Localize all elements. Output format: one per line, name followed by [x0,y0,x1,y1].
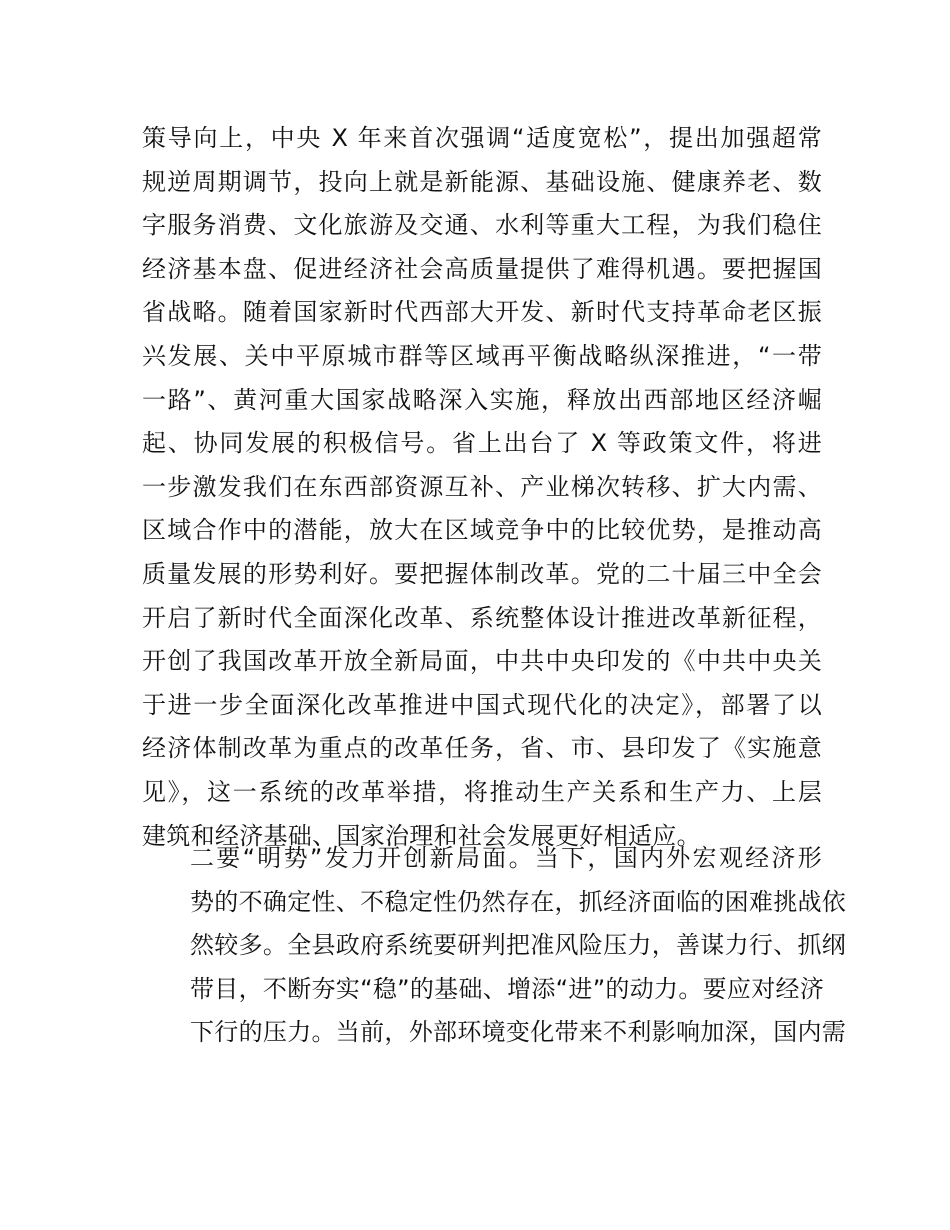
text-line: 二要“明势”发力开创新局面。当下，国内外宏观经济形 [190,844,822,872]
text-line: 一步激发我们在东西部资源互补、产业梯次转移、扩大内需、 [142,472,822,501]
text-line: 然较多。全县政府系统要研判把准风险压力，善谋力行、抓纲 [190,931,847,960]
text-line: 于进一步全面深化改革推进中国式现代化的决定》，部署了以 [142,690,822,719]
paragraph-situation-analysis [142,837,847,1055]
text-line: 建筑和经济基础、国家治理和社会发展更好相适应。 [142,821,701,850]
text-line: 规逆周期调节，投向上就是新能源、基础设施、健康养老、数 [142,167,822,196]
text-line: 兴发展、关中平原城市群等区域再平衡战略纵深推进，“一带 [142,341,822,370]
text-line: 一路”、黄河重大国家战略深入实施，释放出西部地区经济崛 [142,385,822,414]
text-line: 下行的压力。当前，外部环境变化带来不利影响加深，国内需 [190,1018,847,1047]
text-line: 见》，这一系统的改革举措，将推动生产关系和生产力、上层 [142,777,822,806]
text-line: 区域合作中的潜能，放大在区域竞争中的比较优势，是推动高 [142,516,822,545]
text-line: 质量发展的形势利好。要把握体制改革。党的二十届三中全会 [142,559,822,588]
text-line: 势的不确定性、不稳定性仍然存在，抓经济面临的困难挑战依 [190,887,847,916]
text-line: 开创了我国改革开放全新局面，中共中央印发的《中共中央关 [142,647,822,676]
text-line: 字服务消费、文化旅游及交通、水利等重大工程，为我们稳住 [142,211,822,240]
text-line: 开启了新时代全面深化改革、系统整体设计推进改革新征程， [142,603,822,632]
text-line: 策导向上，中央 X 年来首次强调“适度宽松”，提出加强超常 [142,124,822,152]
text-line: 经济基本盘、促进经济社会高质量提供了难得机遇。要把握国 [142,254,822,283]
paragraph-policy-context [142,117,822,858]
text-line: 带目，不断夯实“稳”的基础、增添“进”的动力。要应对经济 [190,974,825,1003]
text-line: 省战略。随着国家新时代西部大开发、新时代支持革命老区振 [142,298,822,327]
text-line: 经济体制改革为重点的改革任务，省、市、县印发了《实施意 [142,734,822,763]
text-line: 起、协同发展的积极信号。省上出台了 X 等政策文件，将进 [142,429,822,458]
